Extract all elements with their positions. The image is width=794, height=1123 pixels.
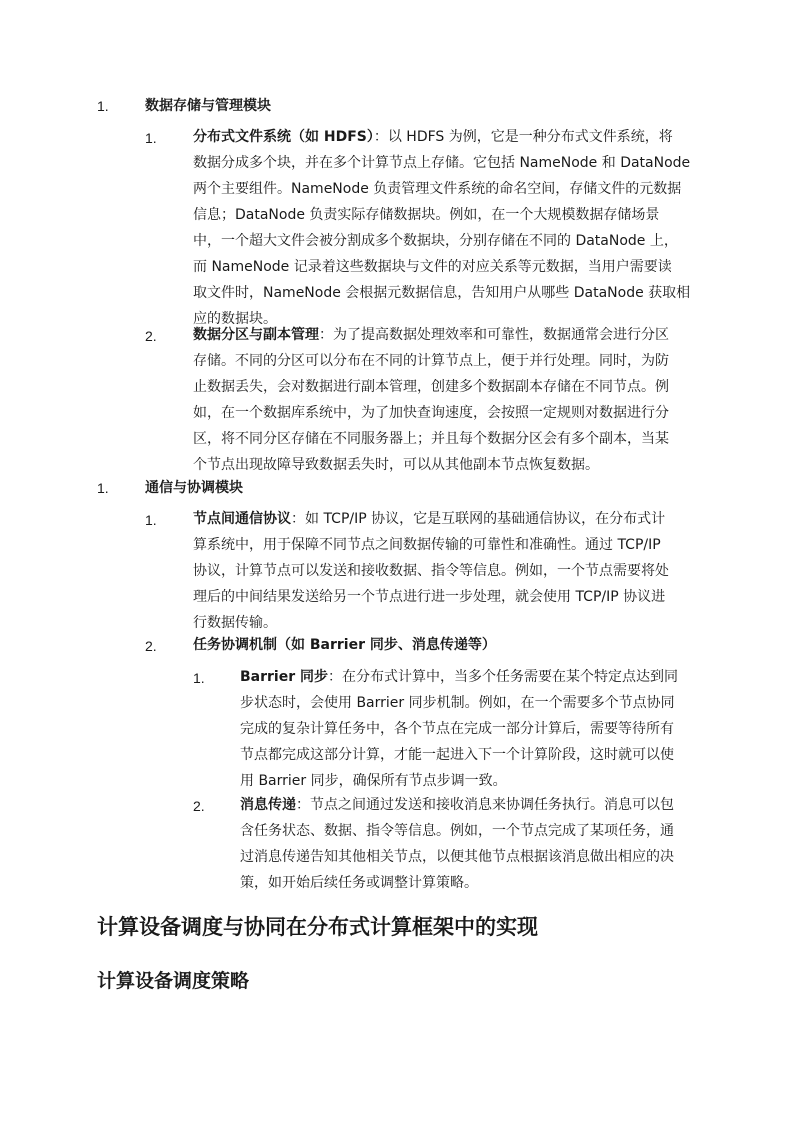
item-line: ：节点之间通过发送和接收消息来协调任务执行。消息可以包 [296,797,674,813]
list-item-number: 2. [145,328,157,344]
list-item-task-coordination [193,632,496,658]
sublist-item-number: 2. [193,798,205,814]
section-title-storage: 数据存储与管理模块 [145,98,271,114]
list-item-comm-protocol [193,506,669,636]
section-number: 1. [97,480,109,496]
section-title-communication: 通信与协调模块 [145,480,243,496]
item-line: 两个主要组件。NameNode 负责管理文件系统的命名空间，存储文件的元数据 [193,181,682,197]
item-line: 存储。不同的分区可以分布在不同的计算节点上，便于并行处理。同时，为防 [193,353,669,369]
list-item-number: 1. [145,512,157,528]
item-bold-title: 任务协调机制（如 Barrier 同步、消息传递等） [193,637,496,653]
item-line: 行数据传输。 [193,615,277,631]
list-item-partition-replica [193,322,669,478]
item-line: 止数据丢失，会对数据进行副本管理，创建多个数据副本存储在不同节点。例 [193,379,669,395]
item-bold-title: 数据分区与副本管理 [193,327,319,343]
item-line: 用 Barrier 同步，确保所有节点步调一致。 [240,773,507,789]
sublist-item-message-passing [240,792,674,896]
item-line: 算系统中，用于保障不同节点之间数据传输的可靠性和准确性。通过 TCP/IP [193,537,661,553]
item-line: 应的数据块。 [193,311,277,327]
item-line: 过消息传递告知其他相关节点，以便其他节点根据该消息做出相应的决 [240,849,674,865]
item-line: 含任务状态、数据、指令等信息。例如，一个节点完成了某项任务，通 [240,823,674,839]
item-line: 步状态时，会使用 Barrier 同步机制。例如，在一个需要多个节点协同 [240,695,675,711]
list-item-hdfs [193,124,690,332]
item-line: 个节点出现故障导致数据丢失时，可以从其他副本节点恢复数据。 [193,457,599,473]
item-bold-title: Barrier 同步 [240,669,328,685]
section-number: 1. [97,98,109,114]
item-bold-title: 分布式文件系统（如 HDFS） [193,129,374,145]
sublist-item-number: 1. [193,670,205,686]
sublist-item-barrier [240,664,678,794]
item-line: 策，如开始后续任务或调整计算策略。 [240,875,478,891]
item-bold-title: 节点间通信协议 [193,511,291,527]
item-line: ：在分布式计算中，当多个任务需要在某个特定点达到同 [328,669,678,685]
item-line: 而 NameNode 记录着这些数据块与文件的对应关系等元数据，当用户需要读 [193,259,672,275]
item-line: 中，一个超大文件会被分割成多个数据块，分别存储在不同的 DataNode 上， [193,233,678,249]
item-line: 区，将不同分区存储在不同服务器上；并且每个数据分区会有多个副本，当某 [193,431,669,447]
list-item-number: 1. [145,130,157,146]
heading-implementation: 计算设备调度与协同在分布式计算框架中的实现 [97,915,538,939]
item-line: 如，在一个数据库系统中，为了加快查询速度，会按照一定规则对数据进行分 [193,405,669,421]
item-line: 节点都完成这部分计算，才能一起进入下一个计算阶段，这时就可以使 [240,747,674,763]
item-line: 完成的复杂计算任务中，各个节点在完成一部分计算后，需要等待所有 [240,721,674,737]
item-line: 信息；DataNode 负责实际存储数据块。例如，在一个大规模数据存储场景 [193,207,660,223]
item-line: ：为了提高数据处理效率和可靠性，数据通常会进行分区 [319,327,669,343]
item-bold-title: 消息传递 [240,797,296,813]
item-line: ：如 TCP/IP 协议，它是互联网的基础通信协议，在分布式计 [291,511,666,527]
heading-scheduling-strategy: 计算设备调度策略 [97,970,250,992]
item-line: 协议，计算节点可以发送和接收数据、指令等信息。例如，一个节点需要将处 [193,563,669,579]
item-line: 数据分成多个块，并在多个计算节点上存储。它包括 NameNode 和 DataNode [193,155,691,171]
item-line: 取文件时，NameNode 会根据元数据信息，告知用户从哪些 DataNode 获取相 [193,285,691,301]
item-line: ：以 HDFS 为例，它是一种分布式文件系统，将 [373,129,673,145]
list-item-number: 2. [145,638,157,654]
item-line: 理后的中间结果发送给另一个节点进行进一步处理，就会使用 TCP/IP 协议进 [193,589,666,605]
